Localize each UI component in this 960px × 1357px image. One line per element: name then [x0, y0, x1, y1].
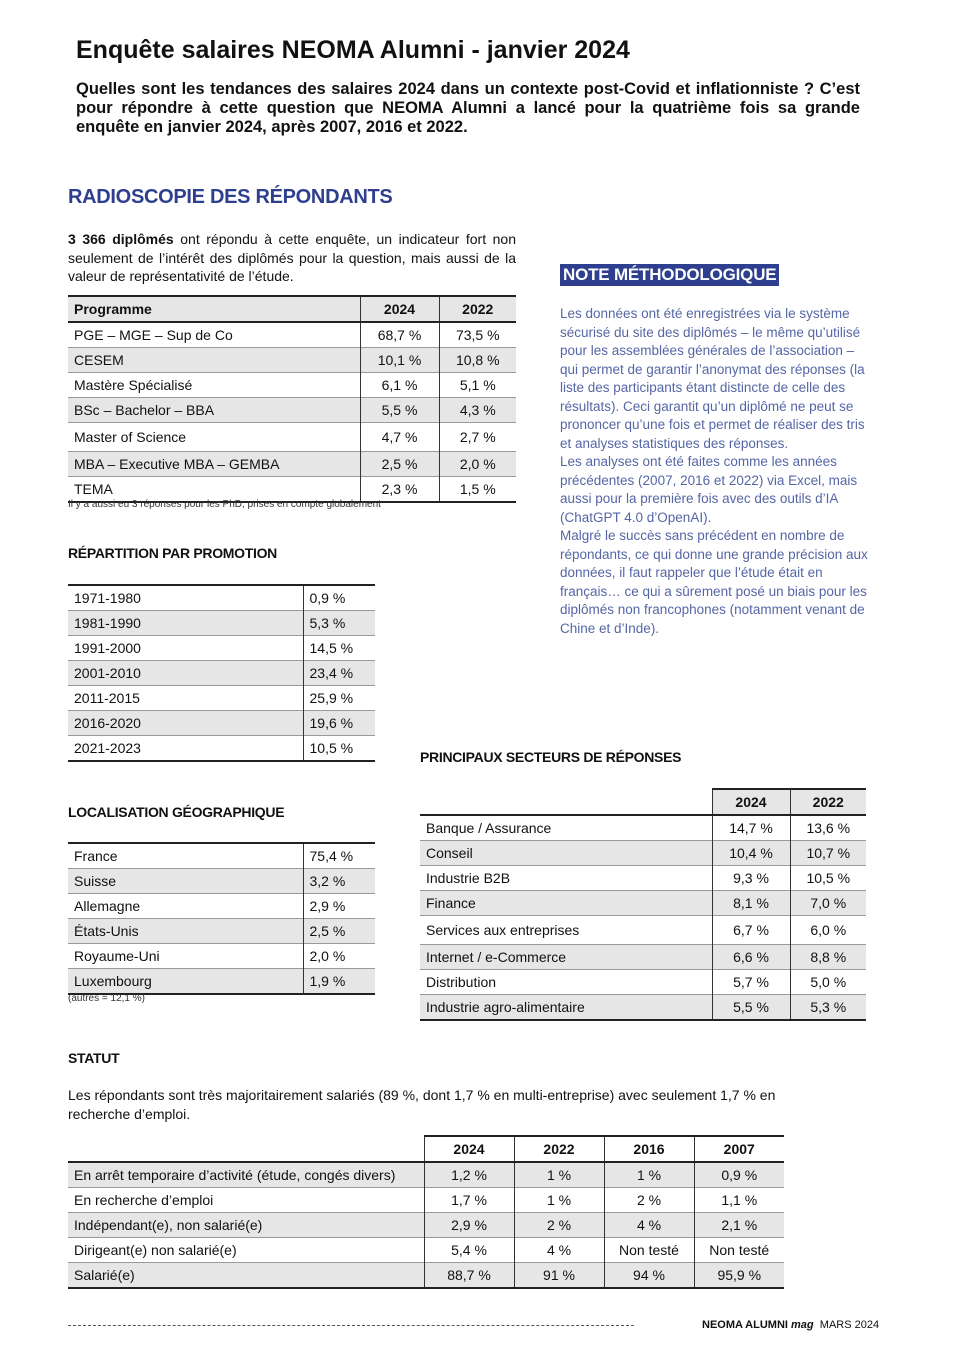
table-cell: 6,6 % — [712, 945, 790, 970]
table-cell: 1,1 % — [694, 1188, 784, 1213]
secteurs-title: PRINCIPAUX SECTEURS DE RÉPONSES — [420, 749, 682, 765]
table-cell: Allemagne — [74, 898, 141, 914]
table-cell: 95,9 % — [694, 1263, 784, 1289]
table-row — [420, 866, 866, 891]
table-row — [68, 348, 516, 373]
table-row — [68, 843, 375, 869]
table-cell: 5,5 % — [712, 995, 790, 1021]
promotion-title: RÉPARTITION PAR PROMOTION — [68, 545, 277, 561]
table-cell: 2,0 % — [439, 452, 516, 477]
table-row — [68, 1213, 784, 1238]
footer-date: MARS 2024 — [819, 1319, 880, 1331]
table-cell: 2 % — [514, 1213, 604, 1238]
table-cell: 9,3 % — [712, 866, 790, 891]
note-title: NOTE MÉTHODOLOGIQUE — [560, 264, 779, 286]
table-header: 2007 — [694, 1136, 784, 1162]
table-row — [68, 452, 516, 477]
table-row — [68, 869, 375, 894]
table-header: 2022 — [790, 789, 866, 815]
table-cell: Banque / Assurance — [426, 820, 552, 836]
table-cell: 1,5 % — [439, 477, 516, 503]
table-cell: PGE – MGE – Sup de Co — [74, 327, 233, 343]
promotion-table — [68, 584, 375, 762]
table-row — [68, 423, 516, 452]
table-row — [68, 1188, 784, 1213]
table-cell: 23,4 % — [303, 661, 375, 686]
table-cell: 5,3 % — [303, 611, 375, 636]
table-cell: 5,7 % — [712, 970, 790, 995]
table-cell: Industrie B2B — [426, 870, 511, 886]
table-cell: 0,9 % — [694, 1162, 784, 1188]
statut-table — [68, 1135, 784, 1289]
table-cell: 5,1 % — [439, 373, 516, 398]
table-cell: 5,3 % — [790, 995, 866, 1021]
table-cell: Indépendant(e), non salarié(e) — [68, 1213, 424, 1238]
table-cell: 68,7 % — [360, 322, 439, 348]
table-cell: 1991-2000 — [74, 640, 141, 656]
localisation-footnote: (autres = 12,1 %) — [68, 993, 145, 1004]
note-body — [560, 305, 870, 638]
table-header: 2022 — [514, 1136, 604, 1162]
localisation-title: LOCALISATION GÉOGRAPHIQUE — [68, 804, 285, 820]
table-cell: En arrêt temporaire d’activité (étude, congés divers) — [68, 1162, 424, 1188]
table-row — [68, 1238, 784, 1263]
table-row — [68, 686, 375, 711]
programme-footnote: Il y a aussi eu 3 réponses pour les PhD, prises en compte globalement — [68, 499, 381, 510]
table-cell: 2,9 % — [424, 1213, 514, 1238]
table-cell: Conseil — [420, 841, 712, 866]
table-row — [68, 661, 375, 686]
table-cell: 2016-2020 — [68, 711, 303, 736]
table-cell: 19,6 % — [303, 711, 375, 736]
table-row — [420, 891, 866, 916]
table-cell: 2,5 % — [303, 919, 375, 944]
table-cell: 94 % — [604, 1263, 694, 1289]
table-cell: Mastère Spécialisé — [74, 377, 193, 393]
table-cell: 10,7 % — [790, 841, 866, 866]
footer-divider — [68, 1325, 634, 1326]
table-cell: 5,5 % — [360, 398, 439, 423]
table-cell: 25,9 % — [303, 686, 375, 711]
table-row — [420, 945, 866, 970]
table-cell: 2,5 % — [360, 452, 439, 477]
table-cell: 5,4 % — [424, 1238, 514, 1263]
table-cell: 1,2 % — [424, 1162, 514, 1188]
table-header: 2016 — [604, 1136, 694, 1162]
table-cell: 1,9 % — [303, 969, 375, 995]
table-cell: France — [74, 848, 118, 864]
table-row — [68, 322, 516, 348]
table-cell: 10,4 % — [712, 841, 790, 866]
table-cell: Services aux entreprises — [426, 922, 580, 938]
intro-paragraph: Quelles sont les tendances des salaires 2024 dans un contexte post-Covid et inflationniste ? C’est pour répondre à cette question que NEOMA Alumni a lancé pour la quatrième fois sa grande enquête en janvier 2024, après 2007, 2016 et 2022. — [76, 80, 860, 136]
table-cell: 4,7 % — [360, 423, 439, 452]
table-cell: 91 % — [514, 1263, 604, 1289]
note-paragraph: Les données ont été enregistrées via le système sécurisé du site des diplômés – le même qu’utilisé pour les assemblées générales de l’association – qui permet de garantir l’anonymat des réponses (la liste des participants étant distincte de celle des résultats). Ceci garantit qu’un diplômé ne peut se prononcer qu’une fois et permet de réaliser des tris et analyses statistiques des réponses. — [560, 306, 865, 451]
table-cell: Distribution — [426, 974, 497, 990]
table-header — [420, 789, 712, 815]
table-cell: En recherche d’emploi — [74, 1192, 214, 1208]
table-row — [68, 1162, 784, 1188]
table-cell: 2,9 % — [303, 894, 375, 919]
statut-text: Les répondants sont très majoritairement salariés (89 %, dont 1,7 % en multi-entreprise) avec seulement 1,7 % en recherche d’emploi. — [68, 1087, 776, 1122]
table-row — [68, 1263, 784, 1289]
table-cell: Finance — [420, 891, 712, 916]
page-title: Enquête salaires NEOMA Alumni - janvier 2024 — [76, 36, 630, 64]
table-cell: 3,2 % — [303, 869, 375, 894]
table-cell: Industrie agro-alimentaire — [420, 995, 712, 1021]
table-cell: CESEM — [68, 348, 360, 373]
statut-title: STATUT — [68, 1050, 120, 1066]
table-cell: 8,8 % — [790, 945, 866, 970]
table-cell: 14,5 % — [303, 636, 375, 661]
footer — [702, 1319, 879, 1331]
table-cell: Royaume-Uni — [74, 948, 160, 964]
table-cell: Master of Science — [74, 429, 187, 445]
table-row — [68, 969, 375, 995]
table-row — [68, 398, 516, 423]
table-cell: MBA – Executive MBA – GEMBA — [68, 452, 360, 477]
respondents-lead — [68, 230, 516, 286]
table-row — [420, 916, 866, 945]
table-row — [68, 919, 375, 944]
table-cell: 10,5 % — [790, 866, 866, 891]
table-row — [68, 373, 516, 398]
table-cell: Suisse — [68, 869, 303, 894]
respondents-count: 3 366 diplômés — [68, 231, 174, 247]
table-header: 2024 — [712, 789, 790, 815]
table-cell: Internet / e-Commerce — [420, 945, 712, 970]
note-paragraph: Les analyses ont été faites comme les années précédentes (2007, 2016 et 2022) via Excel, mais aussi pour la première fois avec des outils d’IA (ChatGPT 4.0 d’OpenAI). — [560, 454, 858, 525]
table-row — [68, 611, 375, 636]
table-cell: 2 % — [604, 1188, 694, 1213]
table-cell: 73,5 % — [439, 322, 516, 348]
table-cell: 2,7 % — [439, 423, 516, 452]
table-cell: 4 % — [604, 1213, 694, 1238]
table-cell: 10,8 % — [439, 348, 516, 373]
table-cell: 1 % — [514, 1162, 604, 1188]
table-cell: 1 % — [514, 1188, 604, 1213]
respondents-lead-text: ont répondu à cette enquête, un indicateur fort non seulement de l’intérêt des diplômés pour la question, mais aussi de la valeur de représentativité de l’étude. — [68, 231, 516, 284]
table-header — [68, 1136, 424, 1162]
table-cell: 88,7 % — [424, 1263, 514, 1289]
table-cell: 5,0 % — [790, 970, 866, 995]
table-cell: 2,3 % — [360, 477, 439, 503]
table-cell: 2,1 % — [694, 1213, 784, 1238]
table-cell: 13,6 % — [790, 815, 866, 841]
table-header: 2024 — [360, 296, 439, 322]
table-cell: 6,0 % — [790, 916, 866, 945]
table-cell: 10,5 % — [303, 736, 375, 762]
table-row — [68, 736, 375, 762]
table-row — [68, 711, 375, 736]
table-cell: 2,0 % — [303, 944, 375, 969]
table-cell: 6,7 % — [712, 916, 790, 945]
table-cell: 1,7 % — [424, 1188, 514, 1213]
table-row — [68, 894, 375, 919]
table-row — [420, 995, 866, 1021]
note-paragraph: Malgré le succès sans précédent en nombre de répondants, ce qui donne une grande précision aux données, il faut rappeler que l’étude était en français… ce qui a sûrement posé un biais pour les diplômés non francophones (notamment venant de Chine et d’Inde). — [560, 528, 868, 636]
table-cell: 4 % — [514, 1238, 604, 1263]
table-cell: 4,3 % — [439, 398, 516, 423]
table-cell: 2001-2010 — [68, 661, 303, 686]
table-row — [68, 636, 375, 661]
table-header: 2024 — [424, 1136, 514, 1162]
footer-brand: NEOMA ALUMNI — [702, 1319, 788, 1331]
table-header: Programme — [68, 296, 360, 322]
table-cell: États-Unis — [68, 919, 303, 944]
table-cell: Dirigeant(e) non salarié(e) — [74, 1242, 237, 1258]
programme-table — [68, 295, 516, 503]
table-cell: TEMA — [74, 481, 113, 497]
table-cell: BSc – Bachelor – BBA — [68, 398, 360, 423]
table-row — [420, 970, 866, 995]
table-cell: Luxembourg — [68, 969, 303, 995]
table-cell: 1971-1980 — [74, 590, 141, 606]
table-cell: 2021-2023 — [74, 740, 141, 756]
table-cell: 0,9 % — [303, 585, 375, 611]
table-cell: 7,0 % — [790, 891, 866, 916]
table-cell: 10,1 % — [360, 348, 439, 373]
table-row — [68, 585, 375, 611]
table-row — [420, 815, 866, 841]
table-cell: Non testé — [694, 1238, 784, 1263]
table-cell: 8,1 % — [712, 891, 790, 916]
table-row — [68, 944, 375, 969]
table-row — [420, 841, 866, 866]
table-header: 2022 — [439, 296, 516, 322]
table-cell: 14,7 % — [712, 815, 790, 841]
localisation-table — [68, 842, 375, 995]
table-cell: 2011-2015 — [74, 690, 140, 706]
table-cell: 1981-1990 — [68, 611, 303, 636]
section-title-radioscopie: RADIOSCOPIE DES RÉPONDANTS — [68, 186, 393, 208]
footer-brand-mag: mag — [791, 1319, 814, 1331]
table-cell: Non testé — [604, 1238, 694, 1263]
table-cell: 1 % — [604, 1162, 694, 1188]
table-cell: Salarié(e) — [68, 1263, 424, 1289]
table-cell: 75,4 % — [303, 843, 375, 869]
table-cell: 6,1 % — [360, 373, 439, 398]
secteurs-table — [420, 788, 866, 1021]
